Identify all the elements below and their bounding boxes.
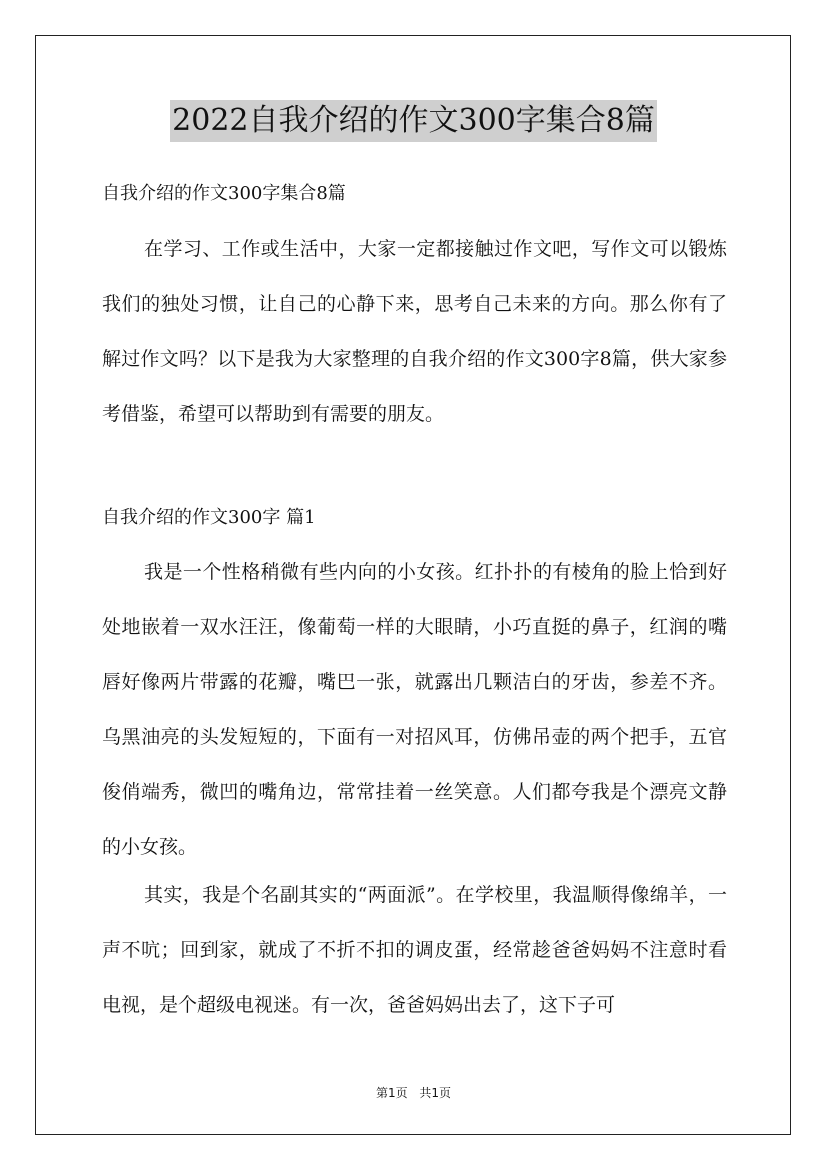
page-total: 共1页 — [419, 1086, 452, 1100]
body-paragraph-1: 我是一个性格稍微有些内向的小女孩。红扑扑的有棱角的脸上恰到好处地嵌着一双水汪汪，像葡萄一样的大眼睛，小巧直挺的鼻子，红润的嘴唇好像两片带露的花瓣，嘴巴一张，就露出几颗洁白的牙齿，参差不齐。乌黑油亮的头发短短的，下面有一对招风耳，仿佛吊壶的两个把手，五官俊俏端秀，微凹的嘴角边，常常挂着一丝笑意。人们都夸我是个漂亮文静的小女孩。 — [102, 561, 727, 858]
page-footer — [0, 1084, 827, 1101]
document-subtitle: 自我介绍的作文300字集合8篇 — [102, 183, 346, 204]
title-container — [0, 100, 827, 142]
document-title: 2022自我介绍的作文300字集合8篇 — [170, 100, 657, 142]
intro-paragraph: 在学习、工作或生活中，大家一定都接触过作文吧，写作文可以锻炼我们的独处习惯，让自己的心静下来，思考自己未来的方向。那么你有了解过作文吗？以下是我为大家整理的自我介绍的作文300字8篇，供大家参考借鉴，希望可以帮助到有需要的朋友。 — [102, 238, 727, 425]
section-heading: 自我介绍的作文300字 篇1 — [102, 507, 316, 528]
body-paragraph-2: 其实，我是个名副其实的“两面派”。在学校里，我温顺得像绵羊，一声不吭；回到家，就成了不折不扣的调皮蛋，经常趁爸爸妈妈不注意时看电视，是个超级电视迷。有一次，爸爸妈妈出去了，这下子可 — [102, 884, 727, 1016]
page-number: 第1页 — [375, 1086, 408, 1100]
